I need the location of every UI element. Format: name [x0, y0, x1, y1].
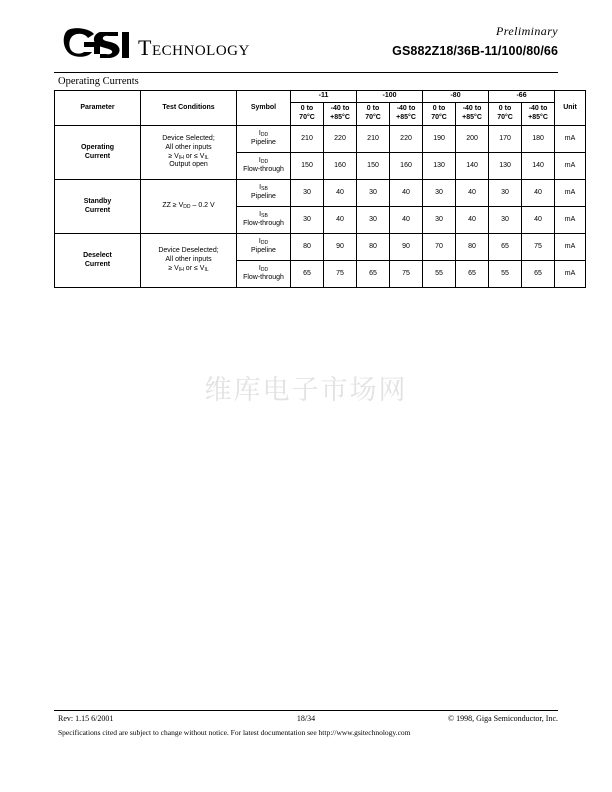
row-parameter-operating: Operating Current [55, 126, 141, 180]
cell-value: 65 [291, 261, 324, 288]
cell-value: 75 [324, 261, 357, 288]
cell-value: 75 [522, 234, 555, 261]
table-row [55, 180, 586, 207]
cell-value: 55 [423, 261, 456, 288]
th-speed-100: -100 [357, 91, 423, 103]
th-temp-100-low: 0 to 70°C [357, 103, 390, 126]
th-temp-66-low: 0 to 70°C [489, 103, 522, 126]
cell-value: 65 [522, 261, 555, 288]
cell-value: 200 [456, 126, 489, 153]
cell-value: 30 [423, 207, 456, 234]
table-row [55, 126, 586, 153]
footer-revision: Rev: 1.15 6/2001 [58, 714, 114, 723]
cell-value: 40 [324, 180, 357, 207]
cell-unit: mA [555, 234, 586, 261]
cell-value: 80 [456, 234, 489, 261]
th-test-conditions: Test Conditions [141, 91, 237, 126]
watermark: 维库电子市场网 [204, 375, 408, 406]
cell-value: 220 [390, 126, 423, 153]
cell-value: 210 [357, 126, 390, 153]
cell-unit: mA [555, 126, 586, 153]
cell-value: 180 [522, 126, 555, 153]
cell-value: 40 [456, 207, 489, 234]
cell-value: 220 [324, 126, 357, 153]
operating-currents-table-wrapper [54, 90, 577, 288]
footer-notice: Specifications cited are subject to change without notice. For latest documentation see http://www.gsitechnology.com [58, 728, 411, 737]
row-parameter-standby: Standby Current [55, 180, 141, 234]
th-speed-80: -80 [423, 91, 489, 103]
cell-value: 40 [390, 180, 423, 207]
row-symbol-standby-pipeline: $I_{SB}$ Pipeline [237, 180, 291, 207]
table-header-row-1 [55, 91, 586, 103]
cell-value: 65 [489, 234, 522, 261]
cell-unit: mA [555, 261, 586, 288]
cell-value: 65 [456, 261, 489, 288]
cell-unit: mA [555, 153, 586, 180]
cell-value: 30 [357, 207, 390, 234]
cell-value: 130 [489, 153, 522, 180]
cell-value: 160 [390, 153, 423, 180]
preliminary-label: Preliminary [496, 24, 558, 38]
th-temp-11-low: 0 to 70°C [291, 103, 324, 126]
cell-value: 30 [489, 180, 522, 207]
page-footer [54, 714, 558, 737]
cell-value: 65 [357, 261, 390, 288]
cell-value: 30 [489, 207, 522, 234]
cell-value: 30 [291, 180, 324, 207]
row-parameter-deselect: Deselect Current [55, 234, 141, 288]
th-temp-80-high: -40 to +85°C [456, 103, 489, 126]
footer-divider [54, 710, 558, 711]
cell-value: 150 [291, 153, 324, 180]
part-number: GS882Z18/36B-11/100/80/66 [392, 44, 558, 58]
svg-text:T: T [138, 35, 152, 60]
cell-value: 40 [324, 207, 357, 234]
footer-main-row [54, 714, 558, 727]
row-conditions-standby: ZZ ≥ $V_{DD} - 0.2$ V [141, 180, 237, 234]
th-unit: Unit [555, 91, 586, 126]
th-temp-80-low: 0 to 70°C [423, 103, 456, 126]
row-symbol-operating-pipeline: $I_{DD}$ Pipeline [237, 126, 291, 153]
th-symbol: Symbol [237, 91, 291, 126]
row-symbol-standby-flowthrough: $I_{SB}$ Flow-through [237, 207, 291, 234]
section-title: Operating Currents [58, 76, 139, 87]
cell-value: 40 [456, 180, 489, 207]
cell-value: 40 [390, 207, 423, 234]
cell-value: 70 [423, 234, 456, 261]
cell-value: 30 [423, 180, 456, 207]
gsi-technology-logo [60, 24, 280, 66]
cell-value: 130 [423, 153, 456, 180]
cell-value: 170 [489, 126, 522, 153]
cell-value: 55 [489, 261, 522, 288]
row-conditions-operating: Device Selected; All other inputs ≥ $V_{IH}$ or ≤ $V_{IL}$ Output open [141, 126, 237, 180]
footer-copyright: © 1998, Giga Semiconductor, Inc. [448, 714, 558, 723]
row-symbol-operating-flowthrough: $I_{DD}$ Flow-through [237, 153, 291, 180]
header-divider [54, 72, 558, 73]
cell-value: 140 [456, 153, 489, 180]
cell-value: 30 [291, 207, 324, 234]
cell-value: 40 [522, 180, 555, 207]
cell-value: 90 [390, 234, 423, 261]
cell-unit: mA [555, 207, 586, 234]
svg-text:ECHNOLOGY: ECHNOLOGY [152, 43, 250, 59]
th-speed-11: -11 [291, 91, 357, 103]
th-parameter: Parameter [55, 91, 141, 126]
cell-unit: mA [555, 180, 586, 207]
cell-value: 75 [390, 261, 423, 288]
row-symbol-deselect-pipeline: $I_{DD}$ Pipeline [237, 234, 291, 261]
th-speed-66: -66 [489, 91, 555, 103]
cell-value: 80 [291, 234, 324, 261]
cell-value: 190 [423, 126, 456, 153]
cell-value: 80 [357, 234, 390, 261]
cell-value: 210 [291, 126, 324, 153]
operating-currents-table [54, 90, 586, 288]
row-conditions-deselect: Device Deselected; All other inputs ≥ $V_{IH}$ or ≤ $V_{IL}$ [141, 234, 237, 288]
cell-value: 140 [522, 153, 555, 180]
th-temp-100-high: -40 to +85°C [390, 103, 423, 126]
footer-page-number: 18/34 [296, 714, 316, 723]
cell-value: 150 [357, 153, 390, 180]
page-header [54, 18, 558, 70]
row-symbol-deselect-flowthrough: $I_{DD}$ Flow-through [237, 261, 291, 288]
th-temp-66-high: -40 to +85°C [522, 103, 555, 126]
cell-value: 30 [357, 180, 390, 207]
cell-value: 90 [324, 234, 357, 261]
cell-value: 40 [522, 207, 555, 234]
table-row [55, 234, 586, 261]
th-temp-11-high: -40 to +85°C [324, 103, 357, 126]
cell-value: 160 [324, 153, 357, 180]
